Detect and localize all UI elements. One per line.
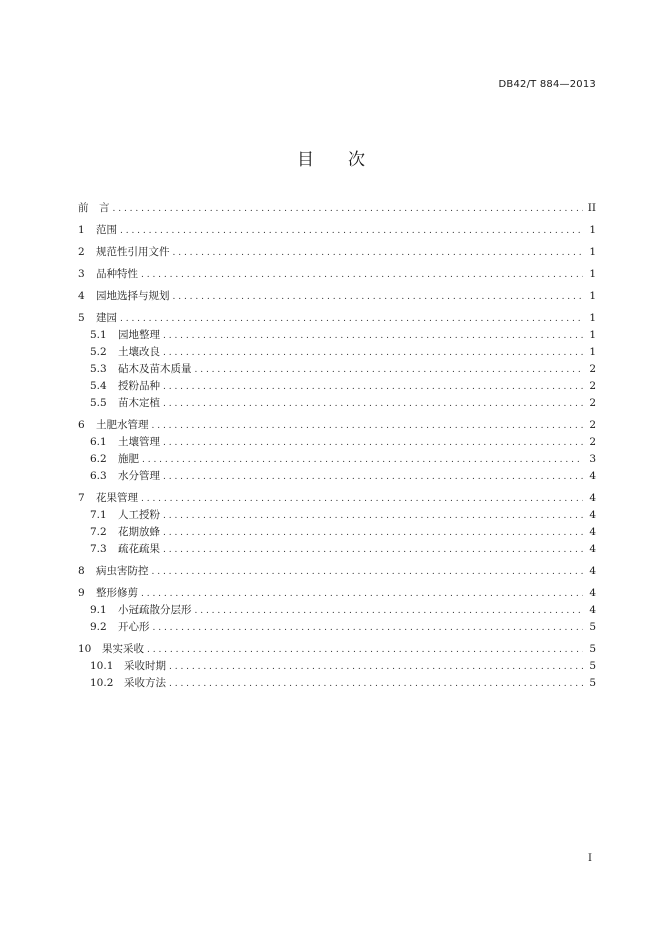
toc-leader-dots (169, 662, 583, 672)
toc-entry[interactable] (78, 585, 596, 602)
toc-entry-title: 园地整理 (118, 329, 160, 341)
toc-leader-dots (147, 645, 583, 655)
toc-entry-title: 土肥水管理 (96, 419, 149, 431)
toc-entry-number: 5.5 (90, 397, 107, 409)
toc-entry[interactable] (78, 344, 596, 361)
toc-entry-page: 5 (589, 621, 596, 633)
toc-entry[interactable] (78, 200, 596, 217)
toc-entry-title: 疏花疏果 (118, 543, 160, 555)
toc-leader-dots (142, 455, 583, 465)
toc-entry-title: 施肥 (118, 453, 139, 465)
document-code: DB42/T 884—2013 (498, 79, 596, 90)
toc-entry[interactable] (78, 222, 596, 239)
toc-title: 目 次 (297, 150, 365, 170)
toc-entry-title: 整形修剪 (96, 587, 138, 599)
toc-entry-title: 砧木及苗木质量 (118, 363, 192, 375)
toc-entry[interactable] (78, 361, 596, 378)
toc-entry-title: 采收时期 (124, 660, 166, 672)
toc-entry[interactable] (78, 541, 596, 558)
toc-entry-number: 5.1 (90, 329, 107, 341)
toc-leader-dots (173, 292, 584, 302)
toc-entry-number: 5.4 (90, 380, 107, 392)
toc-entry[interactable] (78, 619, 596, 636)
toc-entry-title: 规范性引用文件 (96, 246, 170, 258)
toc-entry[interactable] (78, 434, 596, 451)
toc-entry-title: 人工授粉 (118, 509, 160, 521)
toc-entry[interactable] (78, 468, 596, 485)
table-of-contents (78, 200, 596, 692)
toc-entry[interactable] (78, 244, 596, 261)
toc-entry-page: 1 (589, 312, 596, 324)
toc-entry-number: 6 (78, 419, 85, 431)
toc-entry[interactable] (78, 378, 596, 395)
toc-entry-page: 1 (589, 346, 596, 358)
toc-entry-title: 病虫害防控 (96, 565, 149, 577)
toc-entry[interactable] (78, 327, 596, 344)
toc-entry-title: 建园 (96, 312, 117, 324)
toc-leader-dots (195, 365, 584, 375)
toc-entry-number: 5.3 (90, 363, 107, 375)
toc-entry-title: 品种特性 (96, 268, 138, 280)
toc-leader-dots (173, 248, 584, 258)
toc-entry-page: 4 (589, 543, 596, 555)
toc-leader-dots (163, 331, 583, 341)
toc-entry-page: 2 (589, 380, 596, 392)
toc-entry[interactable] (78, 266, 596, 283)
toc-entry-number: 8 (78, 565, 85, 577)
toc-leader-dots (141, 494, 583, 504)
toc-entry-title: 小冠疏散分层形 (118, 604, 192, 616)
toc-leader-dots (152, 567, 584, 577)
toc-leader-dots (163, 472, 583, 482)
toc-entry-page: 1 (589, 246, 596, 258)
toc-entry-title: 花期放蜂 (118, 526, 160, 538)
toc-entry-page: 1 (589, 329, 596, 341)
toc-entry-number: 4 (78, 290, 85, 302)
toc-entry-number: 10 (78, 643, 92, 655)
toc-entry[interactable] (78, 524, 596, 541)
toc-leader-dots (152, 421, 584, 431)
toc-entry[interactable] (78, 310, 596, 327)
toc-entry-number: 10.1 (90, 660, 114, 672)
toc-entry[interactable] (78, 641, 596, 658)
toc-entry-page: 3 (589, 453, 596, 465)
toc-leader-dots (169, 679, 583, 689)
toc-entry-number: 2 (78, 246, 85, 258)
toc-entry-page: 2 (589, 363, 596, 375)
toc-entry[interactable] (78, 417, 596, 434)
toc-leader-dots (120, 226, 583, 236)
toc-entry-title: 开心形 (118, 621, 150, 633)
toc-entry-page: 2 (589, 397, 596, 409)
toc-entry-title: 果实采收 (102, 643, 144, 655)
toc-entry-number: 10.2 (90, 677, 114, 689)
toc-entry-title: 范围 (96, 224, 117, 236)
toc-leader-dots (120, 314, 583, 324)
page-number: I (588, 853, 592, 864)
toc-entry-title: 水分管理 (118, 470, 160, 482)
toc-entry-page: 2 (589, 419, 596, 431)
toc-entry-number: 3 (78, 268, 85, 280)
toc-leader-dots (153, 623, 584, 633)
toc-entry-page: 4 (589, 526, 596, 538)
toc-entry-number: 前 言 (78, 202, 110, 214)
toc-entry-number: 7 (78, 492, 85, 504)
toc-entry-number: 7.3 (90, 543, 107, 555)
toc-entry-title: 土壤管理 (118, 436, 160, 448)
toc-entry-number: 1 (78, 224, 85, 236)
toc-entry[interactable] (78, 675, 596, 692)
toc-entry-page: 4 (589, 587, 596, 599)
toc-leader-dots (163, 545, 583, 555)
toc-entry-page: 4 (589, 604, 596, 616)
toc-leader-dots (163, 528, 583, 538)
toc-leader-dots (163, 348, 583, 358)
toc-entry-page: 2 (589, 436, 596, 448)
toc-entry-title: 授粉品种 (118, 380, 160, 392)
toc-entry-title: 土壤改良 (118, 346, 160, 358)
toc-entry-number: 9.1 (90, 604, 107, 616)
toc-entry-title: 苗木定植 (118, 397, 160, 409)
toc-entry-page: 5 (589, 677, 596, 689)
toc-entry-page: 5 (589, 643, 596, 655)
toc-leader-dots (163, 399, 583, 409)
toc-entry[interactable] (78, 658, 596, 675)
toc-entry-title: 园地选择与规划 (96, 290, 170, 302)
toc-entry-page: 1 (589, 290, 596, 302)
toc-leader-dots (141, 270, 583, 280)
toc-entry-page: 1 (589, 268, 596, 280)
toc-entry-page: 4 (589, 565, 596, 577)
toc-entry-page: 1 (589, 224, 596, 236)
toc-entry-number: 7.1 (90, 509, 107, 521)
toc-entry[interactable] (78, 288, 596, 305)
toc-entry[interactable] (78, 563, 596, 580)
toc-entry-number: 9.2 (90, 621, 107, 633)
toc-leader-dots (195, 606, 584, 616)
toc-entry-number: 5 (78, 312, 85, 324)
toc-entry-title: 花果管理 (96, 492, 138, 504)
toc-entry-number: 9 (78, 587, 85, 599)
toc-entry[interactable] (78, 507, 596, 524)
toc-entry-title: 采收方法 (124, 677, 166, 689)
toc-entry-page: 4 (589, 509, 596, 521)
toc-entry[interactable] (78, 451, 596, 468)
toc-leader-dots (163, 511, 583, 521)
toc-leader-dots (113, 204, 584, 214)
toc-leader-dots (163, 382, 583, 392)
toc-entry[interactable] (78, 395, 596, 412)
toc-entry-page: 4 (589, 470, 596, 482)
toc-entry-page: II (587, 202, 596, 214)
toc-leader-dots (163, 438, 583, 448)
toc-entry-page: 4 (589, 492, 596, 504)
toc-entry-number: 6.1 (90, 436, 107, 448)
toc-entry-number: 6.3 (90, 470, 107, 482)
toc-entry-number: 7.2 (90, 526, 107, 538)
toc-leader-dots (141, 589, 583, 599)
toc-entry-number: 5.2 (90, 346, 107, 358)
toc-entry[interactable] (78, 490, 596, 507)
toc-entry[interactable] (78, 602, 596, 619)
toc-entry-page: 5 (589, 660, 596, 672)
toc-entry-number: 6.2 (90, 453, 107, 465)
